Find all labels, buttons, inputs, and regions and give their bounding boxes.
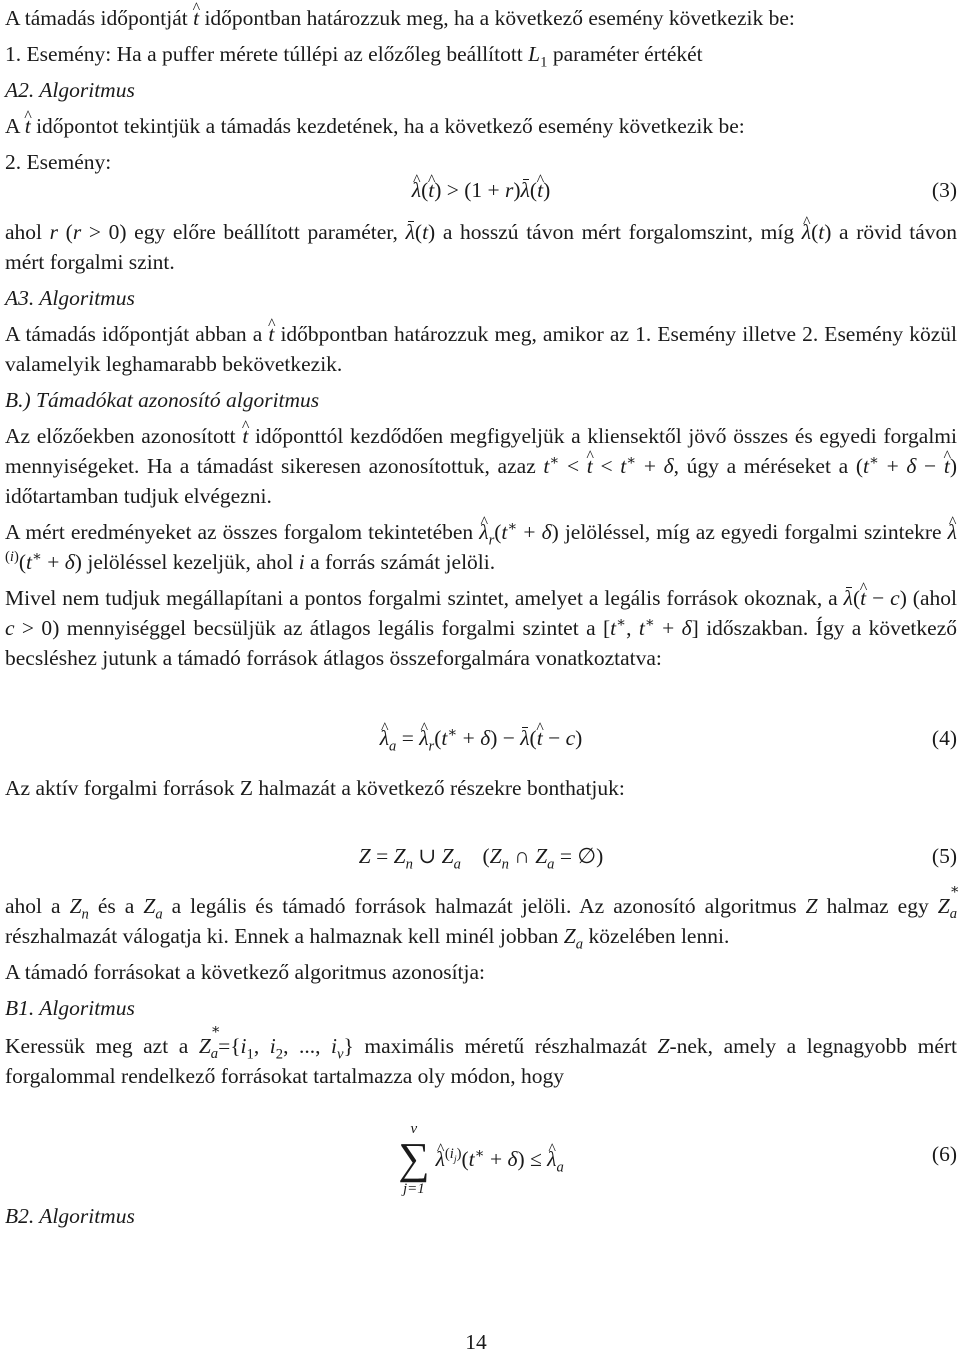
heading-b2-algorithm: B2. Algoritmus — [5, 1204, 135, 1228]
equation-number: (6) — [931, 1142, 957, 1166]
paragraph-a2-start: A ^ t időpontot tekintjük a támadás kezdetének, ha a következő esemény következik be: — [5, 111, 957, 141]
paragraph-a3: A támadás időpontját abban a ^ t időbpontban határozzuk meg, amikor az 1. Esemény illetve 2. Esemény közül valamelyik leghamarabb bekövetkezik. — [5, 319, 957, 379]
paragraph-attack-time: A támadás időpontját ^ t időpontban határozzuk meg, ha a következő esemény következik be: — [5, 3, 957, 33]
page-body — [5, 3, 960, 1231]
equation-number: (4) — [931, 726, 957, 750]
heading-a3-algorithm: A3. Algoritmus — [5, 286, 135, 310]
equation-5: $Z = Z_n$ ∪ $Z_a$ ($Z_n$ ∩ $Z_a$ = ∅) (5) — [5, 841, 957, 875]
paragraph-z-parts: ahol a $Z_n$ és a $Z_a$ a legális és támadó források halmazát jelöli. Az azonosító algoritmus Z halmaz egy Z $_{∗ a}$ részhalmazát válogatja ki. Ennek a halmaznak kell minél jobban $Z_a$ közelében lenni. — [5, 882, 960, 953]
paragraph-b1: Keressük meg azt a Z $_{∗ a}=\{i_1$, $i_2$, ..., $i_v$} maximális méretű részhalmazát Z-nek, amely a legnagyobb mért forgalommal rendelkező forrásokat tartalmazza oly módon, hogy — [5, 1022, 957, 1088]
paragraph-measurement: Az előzőekben azonosított ^ t időponttól kezdődően megfigyeljük a kliensektől jövő összes és egyedi forgalmi mennyiségeket. Ha a támadást sikeresen azonosítottuk, azaz t∗ < ^ t < t∗ + δ, úgy a méréseket a (t∗ + δ − ^ t) időtartamban tudjuk elvégezni. — [5, 421, 957, 511]
equation-number: (3) — [931, 178, 957, 202]
heading-section-b: B.) Támadókat azonosító algoritmus — [5, 388, 320, 412]
paragraph-r-parameter: ahol r (r > 0) egy előre beállított paraméter, λ(t) a hosszú távon mért forgalomszint, míg ^ λ(t) a rövid távon mért forgalmi szint. — [5, 217, 957, 277]
equation-6: v ∑ j=1 ^ $\lambda^{(i_j)}(t^∗ + \delta)$ ≤ ^ $\lambda_a$ (6) — [5, 1111, 957, 1201]
paragraph-legal-level: Mivel nem tudjuk megállapítani a pontos forgalmi szintet, amelyet a legális források okoznak, a λ(^ t − c) (ahol c > 0) mennyiséggel becsüljük az átlagos legális forgalmi szintet a [t∗, t∗ + δ] időszakban. Így a következő becsléshez jutunk a támadó források átlagos összeforgalmára vonatkoztatva: — [5, 583, 957, 673]
paragraph-identify: A támadó forrásokat a következő algoritmus azonosítja: — [5, 960, 486, 984]
heading-a2-algorithm: A2. Algoritmus — [5, 78, 135, 102]
equation-number: (5) — [931, 844, 957, 868]
page-number: 14 — [465, 1330, 487, 1354]
paragraph-event-2: 2. Esemény: — [5, 150, 112, 174]
paragraph-event-1: 1. Esemény: Ha a puffer mérete túllépi az előzőleg beállított $L_1$ paraméter értékét — [5, 42, 703, 71]
equation-3: ^ λ(^ t) > (1 + r)λ(^ t) (3) — [5, 175, 957, 209]
paragraph-z-set: Az aktív forgalmi források Z halmazát a következő részekre bonthatjuk: — [5, 776, 625, 800]
heading-b1-algorithm: B1. Algoritmus — [5, 996, 135, 1020]
paragraph-notation: A mért eredményeket az összes forgalom tekintetében ^ $\lambda_r(t^∗ + \delta)$ jelöléssel, míg az egyedi forgalmi szintekre ^ $\lambda^{(i)}(t^∗ + \delta)$ jelöléssel kezeljük, ahol i a forrás számát jelöli. — [5, 517, 957, 577]
equation-4: ^ $\lambda_a$ = ^ $\lambda_r(t^∗ + \delta)$ − λ(^ t − c) (4) — [5, 723, 957, 757]
